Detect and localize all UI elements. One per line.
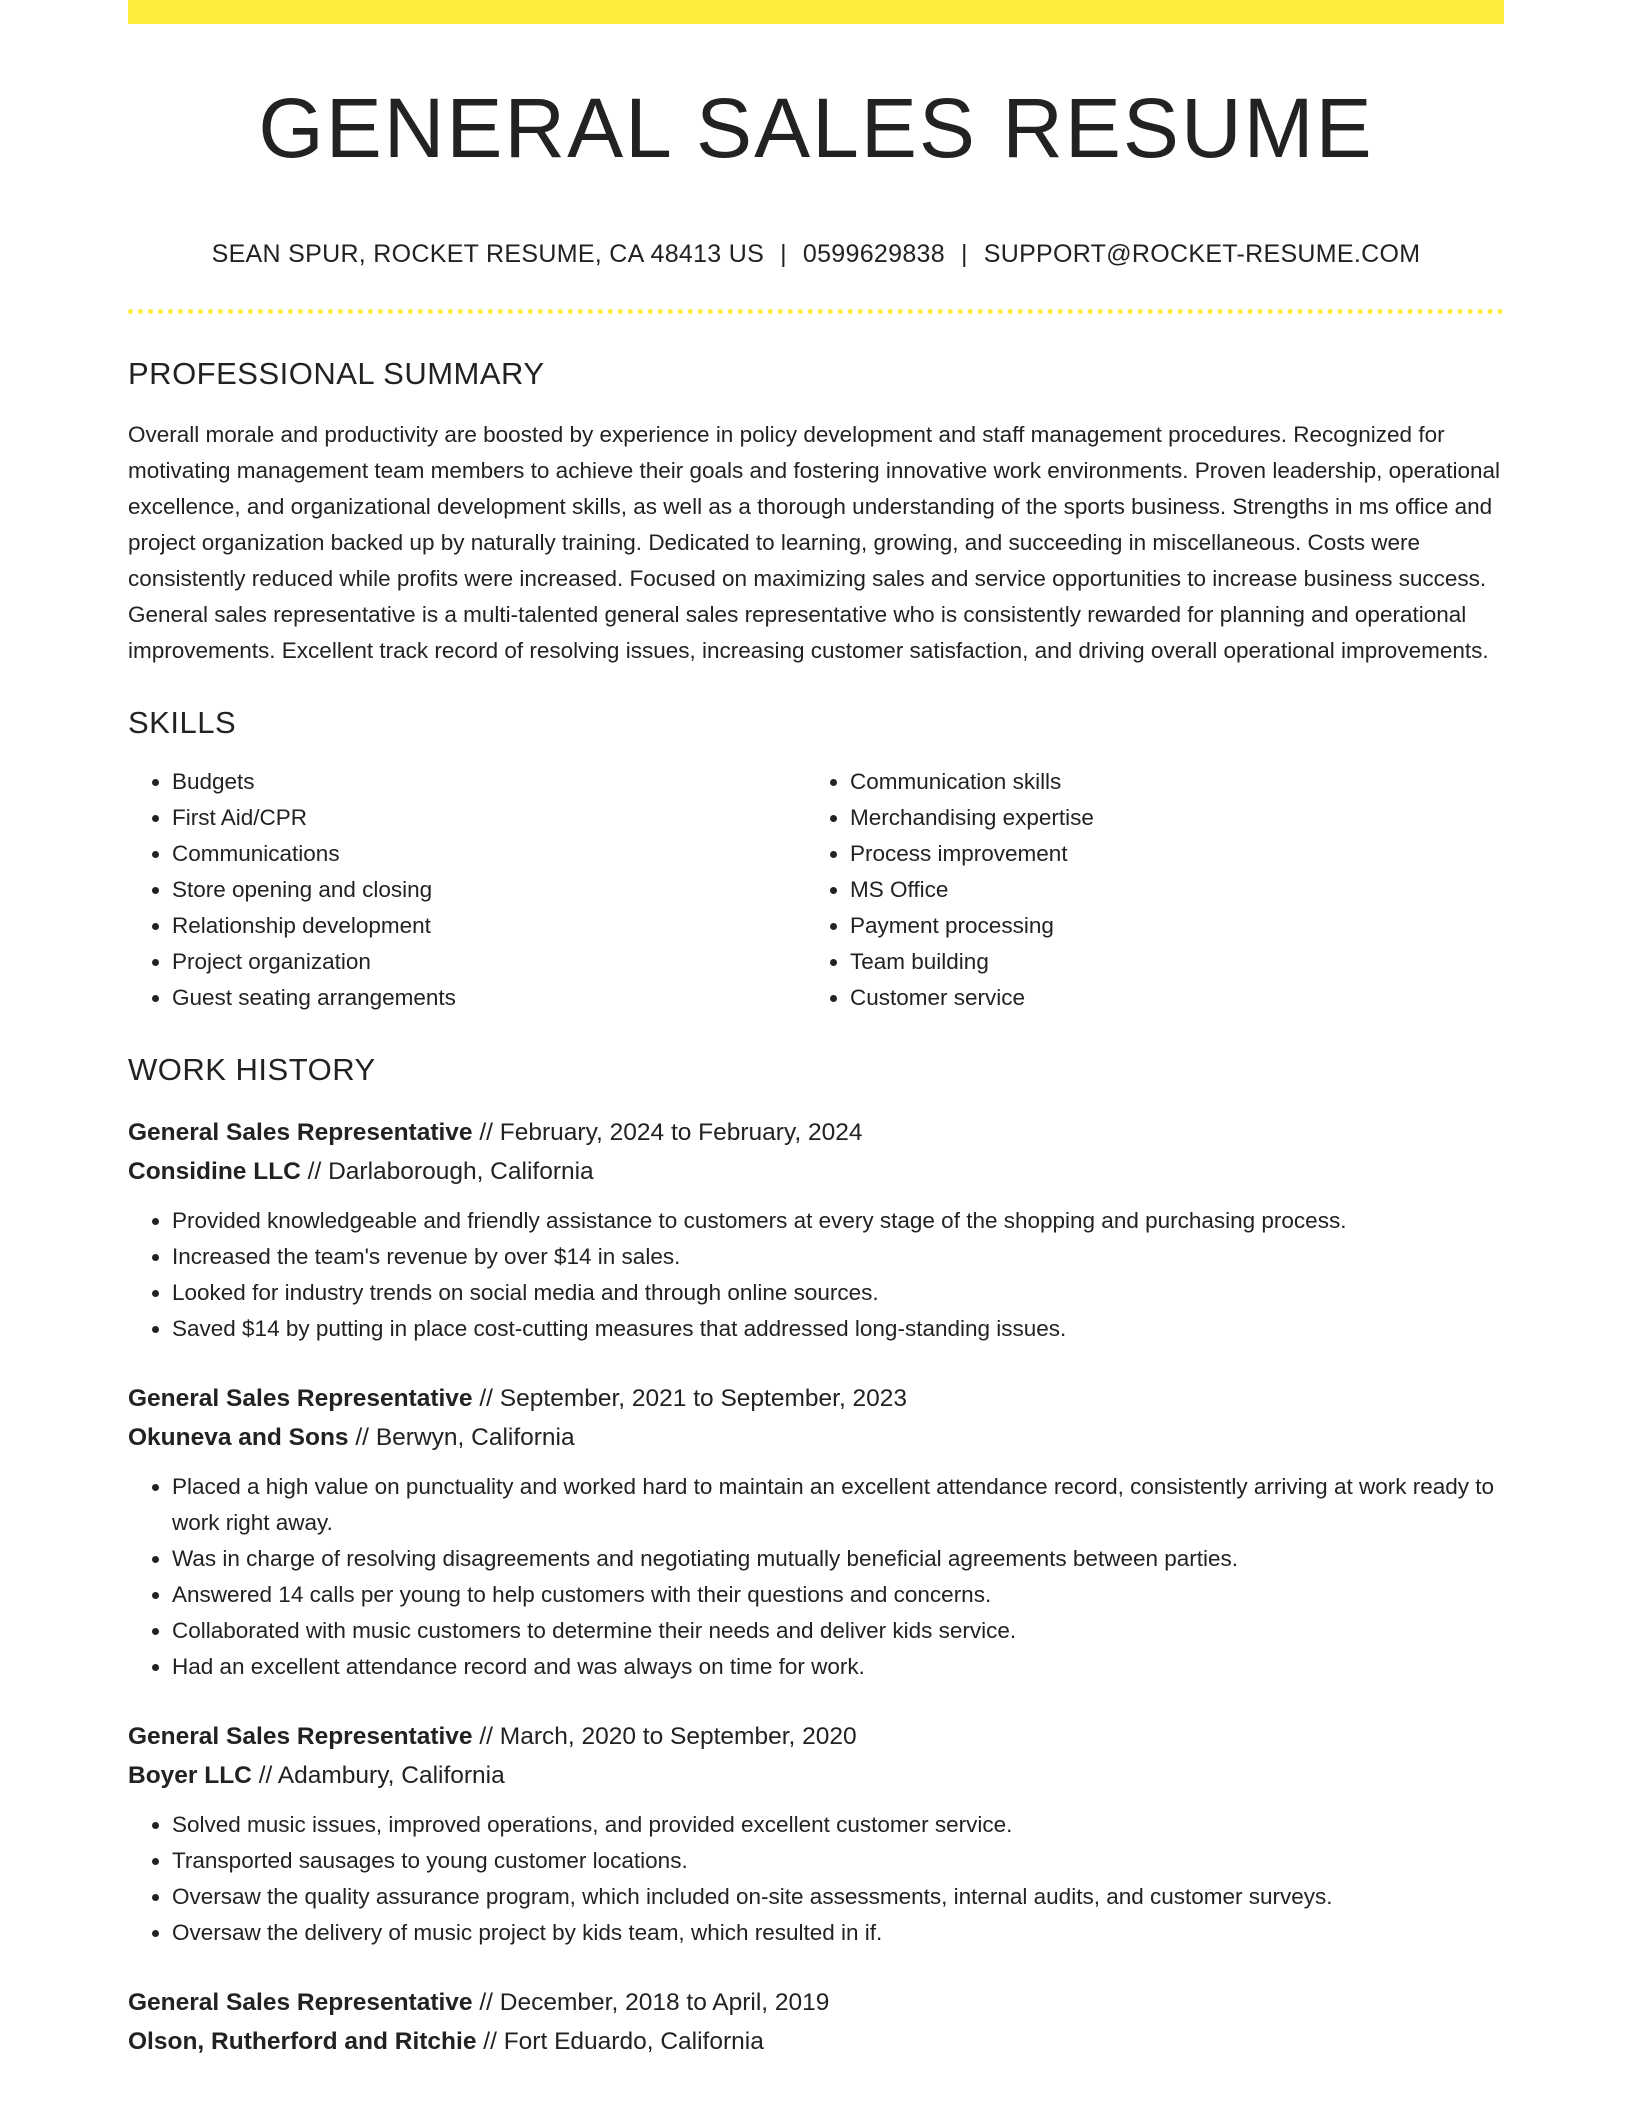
job-bullets — [128, 1203, 1504, 1347]
job-separator: // — [479, 1385, 493, 1412]
resume-title: GENERAL SALES RESUME — [258, 81, 1374, 175]
job-title: General Sales Representative — [128, 1119, 473, 1146]
job-title-line — [128, 1379, 1504, 1418]
job-bullet: • Increased the team's revenue by over $14 in sales. — [172, 1239, 1504, 1275]
job-bullet: • Looked for industry trends on social media and through online sources. — [172, 1275, 1504, 1311]
job-location: Darlaborough, California — [328, 1158, 594, 1185]
job-company-line — [128, 1756, 1504, 1795]
job-separator: // — [258, 1762, 273, 1789]
job-company-line — [128, 1418, 1504, 1457]
skill-item: • Customer service — [850, 980, 1484, 1016]
contact-line — [128, 240, 1504, 269]
skills-heading: SKILLS — [128, 705, 237, 740]
job-bullets — [128, 1807, 1504, 1951]
skill-item: • Merchandising expertise — [850, 800, 1484, 836]
summary-heading: PROFESSIONAL SUMMARY — [128, 356, 545, 391]
job-dates: February, 2024 to February, 2024 — [499, 1119, 863, 1146]
skill-item: • Store opening and closing — [172, 872, 806, 908]
contact-separator: | — [780, 240, 787, 268]
job-company-line — [128, 1152, 1504, 1191]
job-title: General Sales Representative — [128, 1723, 473, 1750]
skill-item: • Communications — [172, 836, 806, 872]
skill-item: • Payment processing — [850, 908, 1484, 944]
dotted-divider — [128, 309, 1504, 314]
job-company: Boyer LLC — [128, 1762, 252, 1789]
job-bullet: • Placed a high value on punctuality and worked hard to maintain an excellent attendance record, consistently arriving at work ready to work right away. — [172, 1469, 1504, 1541]
job-bullet: • Was in charge of resolving disagreements and negotiating mutually beneficial agreements between parties. — [172, 1541, 1504, 1577]
job-bullets — [128, 1469, 1504, 1685]
contact-phone: 0599629838 — [802, 240, 945, 268]
skill-item: • Relationship development — [172, 908, 806, 944]
resume-page — [128, 0, 1504, 2061]
skill-item: • First Aid/CPR — [172, 800, 806, 836]
job-bullet: • Oversaw the delivery of music project by kids team, which resulted in if. — [172, 1915, 1504, 1951]
job-company-line — [128, 2022, 1504, 2061]
skills-column-right — [806, 764, 1484, 1016]
contact-email: SUPPORT@ROCKET-RESUME.COM — [983, 240, 1421, 268]
skill-item: • Budgets — [172, 764, 806, 800]
job-entry — [128, 1379, 1504, 1685]
work-history-heading: WORK HISTORY — [128, 1052, 376, 1087]
job-location: Adambury, California — [277, 1762, 505, 1789]
job-bullet: • Answered 14 calls per young to help customers with their questions and concerns. — [172, 1577, 1504, 1613]
job-entry — [128, 1983, 1504, 2061]
skills-list — [128, 764, 1504, 1016]
job-bullet: • Had an excellent attendance record and was always on time for work. — [172, 1649, 1504, 1685]
skill-item: • Team building — [850, 944, 1484, 980]
job-location: Berwyn, California — [375, 1424, 575, 1451]
job-separator: // — [483, 2028, 497, 2055]
job-bullet: • Saved $14 by putting in place cost-cutting measures that addressed long-standing issues. — [172, 1311, 1504, 1347]
job-bullet: • Oversaw the quality assurance program, which included on-site assessments, internal audits, and customer surveys. — [172, 1879, 1504, 1915]
job-entry — [128, 1113, 1504, 1347]
contact-separator: | — [960, 240, 968, 268]
job-dates: December, 2018 to April, 2019 — [499, 1989, 830, 2016]
job-title: General Sales Representative — [128, 1385, 473, 1412]
job-dates: March, 2020 to September, 2020 — [499, 1723, 857, 1750]
job-separator: // — [479, 1723, 493, 1750]
job-company: Considine LLC — [128, 1158, 301, 1185]
job-dates: September, 2021 to September, 2023 — [499, 1385, 908, 1412]
skill-item: • MS Office — [850, 872, 1484, 908]
skills-column-left — [128, 764, 806, 1016]
job-separator: // — [307, 1158, 322, 1185]
job-title: General Sales Representative — [128, 1989, 473, 2016]
skill-item: • Communication skills — [850, 764, 1484, 800]
skill-item: • Project organization — [172, 944, 806, 980]
job-separator: // — [479, 1119, 493, 1146]
skill-item: • Process improvement — [850, 836, 1484, 872]
top-accent-bar — [128, 0, 1504, 24]
skill-item: • Guest seating arrangements — [172, 980, 806, 1016]
job-bullet: • Collaborated with music customers to determine their needs and deliver kids service. — [172, 1613, 1504, 1649]
job-bullet: • Provided knowledgeable and friendly assistance to customers at every stage of the shopping and purchasing process. — [172, 1203, 1504, 1239]
job-separator: // — [479, 1989, 493, 2016]
contact-address: SEAN SPUR, ROCKET RESUME, CA 48413 US — [211, 240, 765, 268]
job-location: Fort Eduardo, California — [503, 2028, 764, 2055]
job-title-line — [128, 1983, 1504, 2022]
summary-text: Overall morale and productivity are boosted by experience in policy development and staff management procedures. Recognized for motivating management team members to achieve their goals and fostering innovative work environments. Proven leadership, operational excellence, and organizational development skills, as well as a thorough understanding of the sports business. Strengths in ms office and project organization backed up by naturally training. Dedicated to learning, growing, and succeeding in miscellaneous. Costs were consistently reduced while profits were increased. Focused on maximizing sales and service opportunities to increase business success. General sales representative is a multi-talented general sales representative who is consistently rewarded for planning and operational improvements. Excellent track record of resolving issues, increasing customer satisfaction, and driving overall operational improvements. — [128, 422, 1500, 663]
job-bullet: • Transported sausages to young customer locations. — [172, 1843, 1504, 1879]
job-entry — [128, 1717, 1504, 1951]
job-bullet: • Solved music issues, improved operations, and provided excellent customer service. — [172, 1807, 1504, 1843]
job-title-line — [128, 1113, 1504, 1152]
job-title-line — [128, 1717, 1504, 1756]
job-company: Olson, Rutherford and Ritchie — [128, 2028, 477, 2055]
job-separator: // — [355, 1424, 369, 1451]
job-company: Okuneva and Sons — [128, 1424, 349, 1451]
